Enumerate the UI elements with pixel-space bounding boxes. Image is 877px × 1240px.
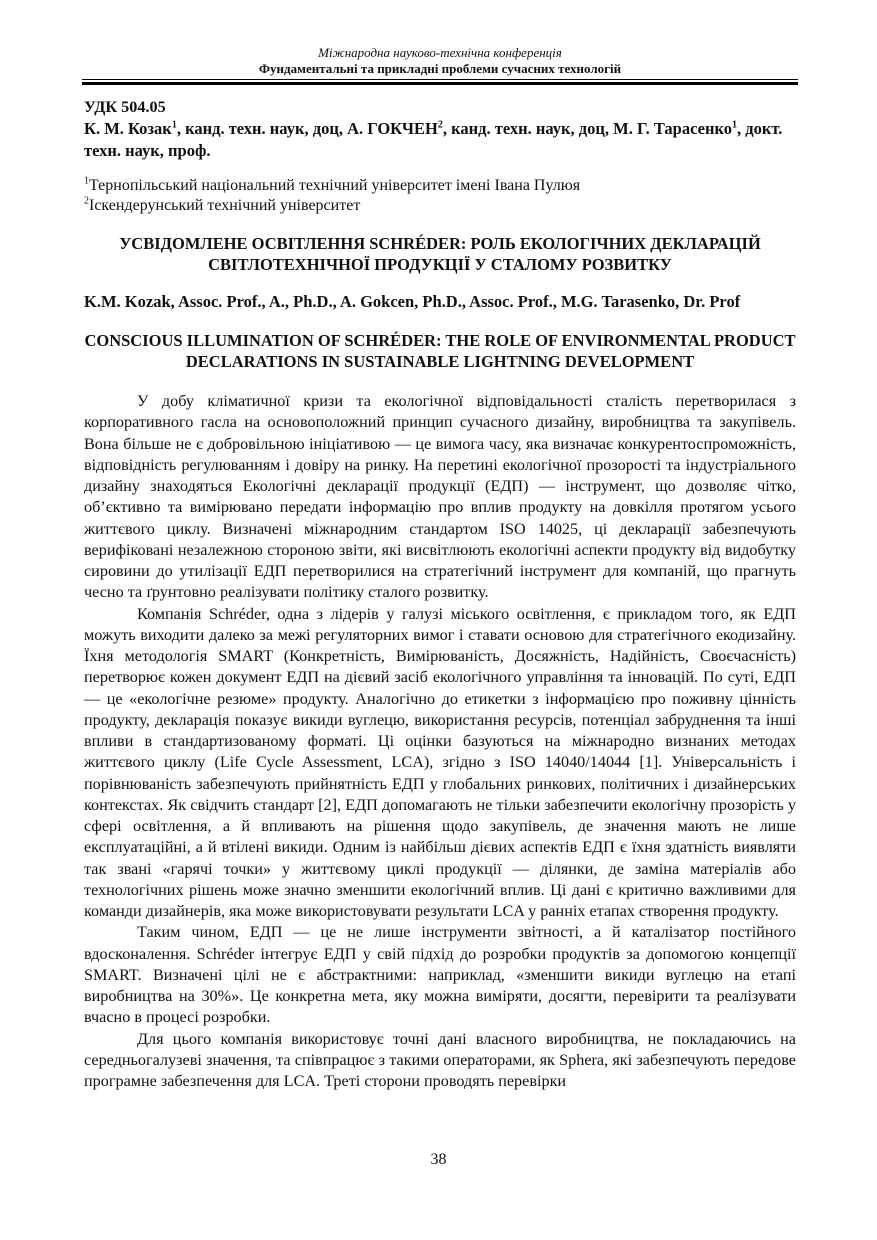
affiliation-number: 2 — [84, 195, 89, 207]
affiliation-item — [84, 176, 796, 196]
author-3-name: М. Г. Тарасенко — [613, 119, 733, 139]
affiliation-number: 1 — [84, 175, 89, 187]
conference-topic: Фундаментальні та прикладні проблеми сучасних технологій — [258, 61, 622, 76]
author-3-affiliation-mark: 1 — [732, 119, 738, 131]
udk-code: УДК 504.05 — [84, 98, 166, 116]
authors-uk — [84, 118, 796, 162]
header-rule-thin — [82, 79, 798, 80]
body-paragraph: Для цього компанія використовує точні дані власного виробництва, не покладаючись на середньогалузеві значення, та співпрацює з такими операторами, як Sphera, які забезпечують передове програмне забезпечення для LCA. Треті сторони проводять перевірки — [84, 1029, 796, 1091]
author-2-name: А. ГОКЧЕН — [347, 119, 438, 139]
authors-en: K.M. Kozak, Assoc. Prof., A., Ph.D., A. Gokcen, Ph.D., Assoc. Prof., M.G. Tarasenko, Dr. Prof — [84, 292, 741, 312]
affiliation-name: Тернопільський національний технічний університет імені Івана Пулюя — [89, 177, 581, 195]
affiliations — [84, 176, 796, 216]
body-paragraph: Компанія Schréder, одна з лідерів у галузі міського освітлення, є прикладом того, як ЕДП можуть виходити далеко за межі регуляторних вимог і ставати основою для стратегічного екодизайну. Їхня методологія SMART (Конкретність, Вимірюваність, Досяжність, Надійність, Своєчасність) перетворює кожен документ ЕДП на дієвий засіб екологічного управління та інновацій. По суті, ЕДП — це «екологічне резюме» продукту. Аналогічно до етикетки з інформацією про поживну цінність продукту, декларація показує викиди вуглецю, використання ресурсів, потенціал забруднення та інші впливи в стандартизованому форматі. Ці оцінки базуються на міжнародно визнаних методах життєвого циклу (Life Cycle Assessment, LCA), згідно з ISO 14040/14044 [1]. Універсальність і порівнюваність забезпечують прийнятність ЕДП у глобальних ринкових, політичних і дизайнерських контекстах. Як свідчить стандарт [2], ЕДП допомагають не тільки забезпечити екологічну прозорість у сфері освітлення, а й впливають на рішення щодо закупівель, де значення мають не лише експлуатаційні, а й втілені викиди. Одним із найбільш дієвих аспектів ЕДП є їхня здатність виявляти так звані «гарячі точки» у життєвому циклі продукції — ділянки, де заміна матеріалів або технологічних рішень може значно зменшити екологічний вплив. Ці дані є критично важливими для команди дизайнерів, яка може використовувати результати LCA у ранніх етапах створення продукту. — [84, 604, 796, 921]
body-paragraph: У добу кліматичної кризи та екологічної відповідальності сталість перетворилася з корпоративного гасла на основоположний принцип сучасного дизайну, виробництва та закупівель. Вона більше не є добровільною ініціативою — це вимога часу, яка визначає конкурентоспроможність, відповідність регулюванням і довіру на ринку. На перетині екологічної прозорості та індустріального дизайну знаходяться Екологічні декларації продукції (ЕДП) — інструмент, що дозволяє чітко, об’єктивно та вимірювано передати інформацію про вплив продукту на довкілля протягом усього життєвого циклу. Визначені міжнародним стандартом ISO 14025, ці декларації забезпечують верифіковані незалежною стороною звіти, які висвітлюють екологічні аспекти продукту від видобутку сировини до утилізації ЕДП перетворилися на стратегічний інструмент для компаній, що прагнуть чесно та ґрунтовно реалізувати політику сталого розвитку. — [84, 392, 796, 602]
article-title-en: CONSCIOUS ILLUMINATION OF SCHRÉDER: THE ROLE OF ENVIRONMENTAL PRODUCT DECLARATIONS IN SUSTAINABLE LIGHTNING DEVELOPMENT — [84, 331, 796, 372]
header-rule-thick — [82, 82, 798, 85]
running-header — [82, 45, 798, 77]
page-number: 38 — [430, 1151, 447, 1168]
article — [84, 97, 796, 1092]
author-1-affiliation-mark: 1 — [171, 119, 177, 131]
affiliation-item — [84, 196, 796, 216]
author-1-degree: , канд. техн. наук, доц, — [176, 119, 348, 139]
body-paragraph: Таким чином, ЕДП — це не лише інструменти звітності, а й каталізатор постійного вдосконалення. Schréder інтегрує ЕДП у свій підхід до розробки продуктів за допомогою концепції SMART. Визначені цілі не є абстрактними: наприклад, «зменшити викиди вуглецю на етапі виробництва на 30%». Це конкретна мета, яку можна виміряти, досягти, перевірити та реалізувати вчасно в процесі розробки. — [84, 923, 796, 1027]
article-body — [84, 391, 796, 1092]
author-1-name: К. М. Козак — [84, 119, 172, 139]
affiliation-name: Іскендерунський технічний університет — [89, 197, 361, 215]
author-3-degree: , докт. техн. наук, проф. — [84, 119, 783, 161]
author-2-degree: , канд. техн. наук, доц, — [442, 119, 614, 139]
conference-name: Міжнародна науково-технічна конференція — [318, 45, 562, 60]
author-2-affiliation-mark: 2 — [437, 119, 443, 131]
article-title-uk: УСВІДОМЛЕНЕ ОСВІТЛЕННЯ SCHRÉDER: РОЛЬ ЕКОЛОГІЧНИХ ДЕКЛАРАЦІЙ СВІТЛОТЕХНІЧНОЇ ПРОДУКЦІЇ У СТАЛОМУ РОЗВИТКУ — [119, 234, 761, 275]
